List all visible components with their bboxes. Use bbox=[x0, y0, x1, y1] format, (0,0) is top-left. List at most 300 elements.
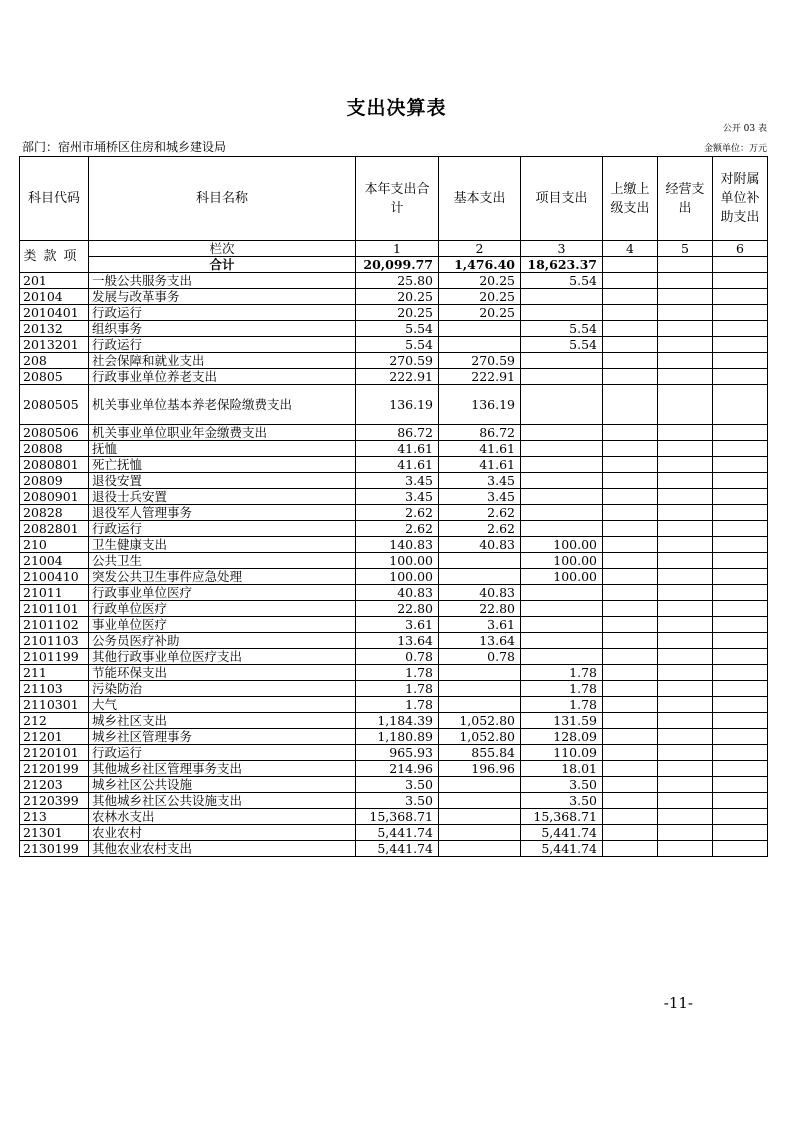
total-cell: 1.78 bbox=[356, 665, 439, 681]
basic-cell: 40.83 bbox=[439, 537, 521, 553]
upper-cell bbox=[603, 473, 658, 489]
project-cell bbox=[521, 289, 603, 305]
project-cell: 5.54 bbox=[521, 337, 603, 353]
subsidy-cell bbox=[713, 305, 768, 321]
total-cell: 3.61 bbox=[356, 617, 439, 633]
basic-cell: 3.61 bbox=[439, 617, 521, 633]
name-cell: 其他城乡社区公共设施支出 bbox=[89, 793, 356, 809]
total-upper bbox=[603, 257, 658, 273]
table-row bbox=[20, 601, 768, 617]
basic-cell bbox=[439, 321, 521, 337]
name-cell: 一般公共服务支出 bbox=[89, 273, 356, 289]
subsidy-cell bbox=[713, 681, 768, 697]
project-cell bbox=[521, 457, 603, 473]
basic-cell bbox=[439, 681, 521, 697]
code-cell: 212 bbox=[20, 713, 89, 729]
code-cell: 2120199 bbox=[20, 761, 89, 777]
upper-cell bbox=[603, 649, 658, 665]
upper-cell bbox=[603, 369, 658, 385]
table-row bbox=[20, 553, 768, 569]
business-cell bbox=[658, 825, 713, 841]
name-cell: 大气 bbox=[89, 697, 356, 713]
total-cell: 5,441.74 bbox=[356, 841, 439, 857]
name-cell: 突发公共卫生事件应急处理 bbox=[89, 569, 356, 585]
code-cell: 20805 bbox=[20, 369, 89, 385]
basic-cell bbox=[439, 809, 521, 825]
total-cell: 270.59 bbox=[356, 353, 439, 369]
code-cell: 2080505 bbox=[20, 385, 89, 425]
basic-cell bbox=[439, 777, 521, 793]
name-cell: 发展与改革事务 bbox=[89, 289, 356, 305]
table-row bbox=[20, 473, 768, 489]
upper-cell bbox=[603, 729, 658, 745]
total-row bbox=[20, 257, 768, 273]
total-cell: 965.93 bbox=[356, 745, 439, 761]
code-cell: 2013201 bbox=[20, 337, 89, 353]
subsidy-cell bbox=[713, 761, 768, 777]
total-project: 18,623.37 bbox=[521, 257, 603, 273]
total-label: 合计 bbox=[89, 257, 356, 273]
total-cell: 41.61 bbox=[356, 441, 439, 457]
total-cell: 2.62 bbox=[356, 505, 439, 521]
unit-label: 金额单位：万元 bbox=[703, 144, 767, 154]
xiang-label: 项 bbox=[63, 249, 77, 264]
subsidy-cell bbox=[713, 809, 768, 825]
project-cell: 110.09 bbox=[521, 745, 603, 761]
total-business bbox=[658, 257, 713, 273]
kuan-label: 款 bbox=[43, 249, 57, 264]
total-cell: 1.78 bbox=[356, 697, 439, 713]
project-cell bbox=[521, 353, 603, 369]
table-row bbox=[20, 505, 768, 521]
basic-cell: 0.78 bbox=[439, 649, 521, 665]
upper-cell bbox=[603, 457, 658, 473]
total-cell: 15,368.71 bbox=[356, 809, 439, 825]
business-cell bbox=[658, 633, 713, 649]
project-cell: 1.78 bbox=[521, 665, 603, 681]
table-row bbox=[20, 425, 768, 441]
total-cell: 5,441.74 bbox=[356, 825, 439, 841]
name-cell: 农业农村 bbox=[89, 825, 356, 841]
subsidy-cell bbox=[713, 745, 768, 761]
basic-cell: 20.25 bbox=[439, 289, 521, 305]
upper-cell bbox=[603, 521, 658, 537]
name-cell: 其他农业农村支出 bbox=[89, 841, 356, 857]
subsidy-cell bbox=[713, 337, 768, 353]
upper-cell bbox=[603, 553, 658, 569]
name-cell: 行政单位医疗 bbox=[89, 601, 356, 617]
total-cell: 222.91 bbox=[356, 369, 439, 385]
basic-cell bbox=[439, 569, 521, 585]
basic-cell bbox=[439, 825, 521, 841]
lei-label: 类 bbox=[23, 249, 37, 264]
project-cell bbox=[521, 521, 603, 537]
business-cell bbox=[658, 729, 713, 745]
code-cell: 21011 bbox=[20, 585, 89, 601]
code-cell: 2101199 bbox=[20, 649, 89, 665]
table-row bbox=[20, 521, 768, 537]
upper-cell bbox=[603, 681, 658, 697]
total-cell: 3.50 bbox=[356, 793, 439, 809]
name-cell: 机关事业单位基本养老保险缴费支出 bbox=[89, 385, 356, 425]
business-cell bbox=[658, 505, 713, 521]
business-cell bbox=[658, 425, 713, 441]
name-cell: 污染防治 bbox=[89, 681, 356, 697]
upper-cell bbox=[603, 841, 658, 857]
table-row bbox=[20, 793, 768, 809]
project-cell bbox=[521, 633, 603, 649]
project-cell: 15,368.71 bbox=[521, 809, 603, 825]
basic-cell bbox=[439, 553, 521, 569]
business-cell bbox=[658, 353, 713, 369]
code-cell: 20132 bbox=[20, 321, 89, 337]
project-cell bbox=[521, 385, 603, 425]
table-row bbox=[20, 457, 768, 473]
basic-cell: 20.25 bbox=[439, 273, 521, 289]
column-index-6: 6 bbox=[713, 241, 768, 257]
name-cell: 农林水支出 bbox=[89, 809, 356, 825]
upper-cell bbox=[603, 537, 658, 553]
project-cell bbox=[521, 505, 603, 521]
name-cell: 机关事业单位职业年金缴费支出 bbox=[89, 425, 356, 441]
code-cell: 21004 bbox=[20, 553, 89, 569]
project-cell bbox=[521, 441, 603, 457]
subsidy-cell bbox=[713, 385, 768, 425]
code-cell: 2120101 bbox=[20, 745, 89, 761]
business-cell bbox=[658, 337, 713, 353]
code-cell: 210 bbox=[20, 537, 89, 553]
business-cell bbox=[658, 761, 713, 777]
table-row bbox=[20, 841, 768, 857]
name-cell: 死亡抚恤 bbox=[89, 457, 356, 473]
code-cell: 2010401 bbox=[20, 305, 89, 321]
name-cell: 行政运行 bbox=[89, 521, 356, 537]
upper-cell bbox=[603, 337, 658, 353]
business-cell bbox=[658, 305, 713, 321]
business-cell bbox=[658, 441, 713, 457]
name-cell: 退役士兵安置 bbox=[89, 489, 356, 505]
total-cell: 3.50 bbox=[356, 777, 439, 793]
basic-cell: 1,052.80 bbox=[439, 729, 521, 745]
name-cell: 行政运行 bbox=[89, 337, 356, 353]
code-cell: 21301 bbox=[20, 825, 89, 841]
subsidy-cell bbox=[713, 289, 768, 305]
project-cell bbox=[521, 489, 603, 505]
business-cell bbox=[658, 289, 713, 305]
project-cell bbox=[521, 585, 603, 601]
basic-cell: 20.25 bbox=[439, 305, 521, 321]
header-project: 项目支出 bbox=[521, 157, 603, 241]
basic-cell: 22.80 bbox=[439, 601, 521, 617]
table-row bbox=[20, 321, 768, 337]
total-cell: 25.80 bbox=[356, 273, 439, 289]
basic-cell: 86.72 bbox=[439, 425, 521, 441]
upper-cell bbox=[603, 697, 658, 713]
subsidy-cell bbox=[713, 425, 768, 441]
subsidy-cell bbox=[713, 585, 768, 601]
business-cell bbox=[658, 585, 713, 601]
basic-cell: 3.45 bbox=[439, 473, 521, 489]
basic-cell: 2.62 bbox=[439, 521, 521, 537]
project-cell: 1.78 bbox=[521, 681, 603, 697]
subsidy-cell bbox=[713, 713, 768, 729]
header-subsidy: 对附属单位补助支出 bbox=[713, 157, 768, 241]
upper-cell bbox=[603, 809, 658, 825]
business-cell bbox=[658, 777, 713, 793]
table-row bbox=[20, 809, 768, 825]
table-row bbox=[20, 617, 768, 633]
subsidy-cell bbox=[713, 273, 768, 289]
project-cell: 100.00 bbox=[521, 569, 603, 585]
code-cell: 2101102 bbox=[20, 617, 89, 633]
project-cell bbox=[521, 425, 603, 441]
name-cell: 其他城乡社区管理事务支出 bbox=[89, 761, 356, 777]
project-cell: 18.01 bbox=[521, 761, 603, 777]
subsidy-cell bbox=[713, 665, 768, 681]
code-cell: 2101103 bbox=[20, 633, 89, 649]
upper-cell bbox=[603, 441, 658, 457]
code-cell: 2120399 bbox=[20, 793, 89, 809]
total-cell: 5.54 bbox=[356, 337, 439, 353]
table-row bbox=[20, 585, 768, 601]
column-index-5: 5 bbox=[658, 241, 713, 257]
department-label: 部门：宿州市埇桥区住房和城乡建设局 bbox=[22, 140, 227, 154]
total-cell: 140.83 bbox=[356, 537, 439, 553]
table-row bbox=[20, 353, 768, 369]
basic-cell bbox=[439, 793, 521, 809]
column-index-4: 4 bbox=[603, 241, 658, 257]
code-cell: 2080901 bbox=[20, 489, 89, 505]
code-cell: 2110301 bbox=[20, 697, 89, 713]
subsidy-cell bbox=[713, 369, 768, 385]
project-cell bbox=[521, 649, 603, 665]
basic-cell: 3.45 bbox=[439, 489, 521, 505]
table-row bbox=[20, 273, 768, 289]
code-cell: 2080506 bbox=[20, 425, 89, 441]
upper-cell bbox=[603, 793, 658, 809]
business-cell bbox=[658, 369, 713, 385]
business-cell bbox=[658, 521, 713, 537]
total-cell: 40.83 bbox=[356, 585, 439, 601]
upper-cell bbox=[603, 665, 658, 681]
business-cell bbox=[658, 809, 713, 825]
total-cell: 1,184.39 bbox=[356, 713, 439, 729]
name-cell: 城乡社区公共设施 bbox=[89, 777, 356, 793]
total-cell: 41.61 bbox=[356, 457, 439, 473]
subsidy-cell bbox=[713, 777, 768, 793]
business-cell bbox=[658, 841, 713, 857]
code-cell: 20104 bbox=[20, 289, 89, 305]
project-cell: 5.54 bbox=[521, 321, 603, 337]
upper-cell bbox=[603, 777, 658, 793]
subsidy-cell bbox=[713, 793, 768, 809]
header-basic: 基本支出 bbox=[439, 157, 521, 241]
total-cell: 136.19 bbox=[356, 385, 439, 425]
code-cell: 211 bbox=[20, 665, 89, 681]
header-upper: 上缴上级支出 bbox=[603, 157, 658, 241]
code-cell: 21103 bbox=[20, 681, 89, 697]
page-title: 支出决算表 bbox=[346, 97, 447, 119]
name-cell: 退役安置 bbox=[89, 473, 356, 489]
upper-cell bbox=[603, 321, 658, 337]
upper-cell bbox=[603, 353, 658, 369]
basic-cell: 41.61 bbox=[439, 441, 521, 457]
subsidy-cell bbox=[713, 441, 768, 457]
subsidy-cell bbox=[713, 489, 768, 505]
project-cell: 131.59 bbox=[521, 713, 603, 729]
subsidy-cell bbox=[713, 353, 768, 369]
table-row bbox=[20, 665, 768, 681]
table-row bbox=[20, 761, 768, 777]
business-cell bbox=[658, 273, 713, 289]
basic-cell: 196.96 bbox=[439, 761, 521, 777]
subsidy-cell bbox=[713, 505, 768, 521]
name-cell: 城乡社区管理事务 bbox=[89, 729, 356, 745]
business-cell bbox=[658, 665, 713, 681]
header-total: 本年支出合计 bbox=[356, 157, 439, 241]
code-cell: 21201 bbox=[20, 729, 89, 745]
business-cell bbox=[658, 569, 713, 585]
table-row bbox=[20, 729, 768, 745]
business-cell bbox=[658, 649, 713, 665]
project-cell: 1.78 bbox=[521, 697, 603, 713]
basic-cell: 136.19 bbox=[439, 385, 521, 425]
name-cell: 公共卫生 bbox=[89, 553, 356, 569]
project-cell bbox=[521, 617, 603, 633]
name-cell: 社会保障和就业支出 bbox=[89, 353, 356, 369]
upper-cell bbox=[603, 289, 658, 305]
business-cell bbox=[658, 697, 713, 713]
business-cell bbox=[658, 617, 713, 633]
total-cell: 5.54 bbox=[356, 321, 439, 337]
upper-cell bbox=[603, 601, 658, 617]
basic-cell bbox=[439, 665, 521, 681]
basic-cell: 270.59 bbox=[439, 353, 521, 369]
code-cell: 2101101 bbox=[20, 601, 89, 617]
total-cell: 13.64 bbox=[356, 633, 439, 649]
project-cell bbox=[521, 369, 603, 385]
subsidy-cell bbox=[713, 553, 768, 569]
code-cell: 208 bbox=[20, 353, 89, 369]
basic-cell bbox=[439, 697, 521, 713]
total-cell: 86.72 bbox=[356, 425, 439, 441]
upper-cell bbox=[603, 425, 658, 441]
subsidy-cell bbox=[713, 521, 768, 537]
upper-cell bbox=[603, 273, 658, 289]
header-name: 科目名称 bbox=[89, 157, 356, 241]
code-cell: 2080801 bbox=[20, 457, 89, 473]
table-row bbox=[20, 385, 768, 425]
table-row bbox=[20, 745, 768, 761]
subsidy-cell bbox=[713, 457, 768, 473]
header-code: 科目代码 bbox=[20, 157, 89, 241]
upper-cell bbox=[603, 505, 658, 521]
total-cell: 1.78 bbox=[356, 681, 439, 697]
code-cell: 20809 bbox=[20, 473, 89, 489]
subsidy-cell bbox=[713, 825, 768, 841]
subsidy-cell bbox=[713, 841, 768, 857]
name-cell: 退役军人管理事务 bbox=[89, 505, 356, 521]
project-cell: 3.50 bbox=[521, 793, 603, 809]
name-cell: 组织事务 bbox=[89, 321, 356, 337]
name-cell: 事业单位医疗 bbox=[89, 617, 356, 633]
column-index-2: 2 bbox=[439, 241, 521, 257]
upper-cell bbox=[603, 489, 658, 505]
table-row bbox=[20, 305, 768, 321]
upper-cell bbox=[603, 385, 658, 425]
table-row bbox=[20, 441, 768, 457]
name-cell: 城乡社区支出 bbox=[89, 713, 356, 729]
basic-cell: 13.64 bbox=[439, 633, 521, 649]
table-row bbox=[20, 697, 768, 713]
business-cell bbox=[658, 537, 713, 553]
total-cell: 1,180.89 bbox=[356, 729, 439, 745]
basic-cell bbox=[439, 841, 521, 857]
total-cell: 0.78 bbox=[356, 649, 439, 665]
name-cell: 抚恤 bbox=[89, 441, 356, 457]
business-cell bbox=[658, 601, 713, 617]
basic-cell: 41.61 bbox=[439, 457, 521, 473]
business-cell bbox=[658, 473, 713, 489]
basic-cell: 40.83 bbox=[439, 585, 521, 601]
project-cell: 100.00 bbox=[521, 537, 603, 553]
upper-cell bbox=[603, 617, 658, 633]
table-row bbox=[20, 777, 768, 793]
business-cell bbox=[658, 321, 713, 337]
project-cell bbox=[521, 305, 603, 321]
name-cell: 其他行政事业单位医疗支出 bbox=[89, 649, 356, 665]
subsidy-cell bbox=[713, 537, 768, 553]
name-cell: 行政事业单位医疗 bbox=[89, 585, 356, 601]
table-row bbox=[20, 713, 768, 729]
table-row bbox=[20, 337, 768, 353]
table-row bbox=[20, 569, 768, 585]
basic-cell: 855.84 bbox=[439, 745, 521, 761]
project-cell: 5.54 bbox=[521, 273, 603, 289]
column-index-label: 栏次 bbox=[89, 241, 356, 257]
business-cell bbox=[658, 553, 713, 569]
table-row bbox=[20, 825, 768, 841]
subsidy-cell bbox=[713, 569, 768, 585]
basic-cell: 1,052.80 bbox=[439, 713, 521, 729]
table-row bbox=[20, 289, 768, 305]
form-number: 公开 03 表 bbox=[722, 124, 767, 134]
total-basic: 1,476.40 bbox=[439, 257, 521, 273]
total-subsidy bbox=[713, 257, 768, 273]
business-cell bbox=[658, 385, 713, 425]
name-cell: 卫生健康支出 bbox=[89, 537, 356, 553]
subsidy-cell bbox=[713, 633, 768, 649]
table-row bbox=[20, 649, 768, 665]
subsidy-cell bbox=[713, 649, 768, 665]
code-cell: 21203 bbox=[20, 777, 89, 793]
project-cell: 100.00 bbox=[521, 553, 603, 569]
header-business: 经营支出 bbox=[658, 157, 713, 241]
name-cell: 行政运行 bbox=[89, 305, 356, 321]
total-total: 20,099.77 bbox=[356, 257, 439, 273]
project-cell: 5,441.74 bbox=[521, 841, 603, 857]
total-cell: 22.80 bbox=[356, 601, 439, 617]
code-cell: 20828 bbox=[20, 505, 89, 521]
column-index-3: 3 bbox=[521, 241, 603, 257]
code-cell: 2130199 bbox=[20, 841, 89, 857]
code-cell: 201 bbox=[20, 273, 89, 289]
basic-cell: 222.91 bbox=[439, 369, 521, 385]
total-cell: 100.00 bbox=[356, 569, 439, 585]
upper-cell bbox=[603, 633, 658, 649]
subsidy-cell bbox=[713, 601, 768, 617]
upper-cell bbox=[603, 569, 658, 585]
